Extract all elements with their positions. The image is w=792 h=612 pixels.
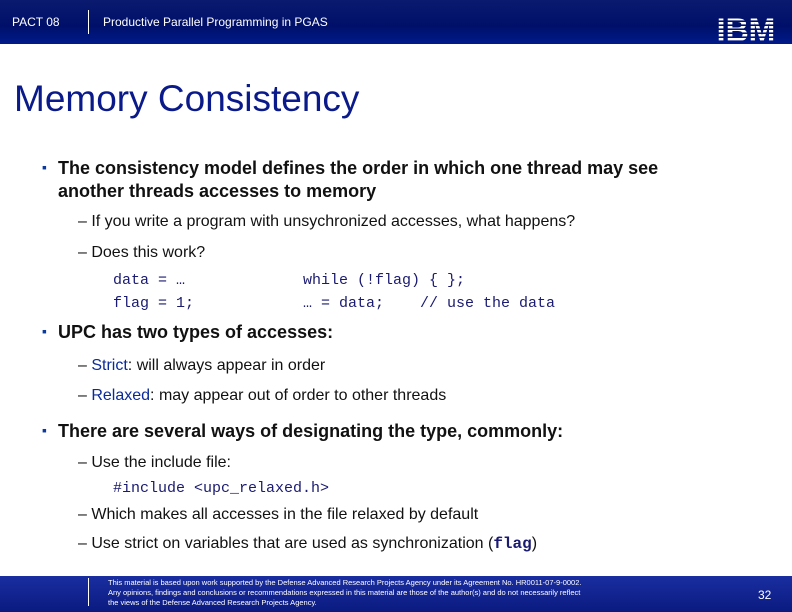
sub-rest: : will always appear in order [127, 357, 326, 374]
footer-bar [0, 576, 792, 612]
sub-item-unsync: – If you write a program with unsychronized accesses, what happens? [78, 213, 576, 230]
sub-item-relaxed [78, 387, 446, 405]
ibm-logo [712, 10, 780, 48]
bullet-consistency-model [42, 158, 659, 179]
code-right-line1: while (!flag) { }; [303, 272, 466, 289]
sub-item-does-this-work: – Does this work? [78, 244, 206, 261]
conference-label: PACT 08 [12, 15, 60, 29]
code-right-line2: … = data; [303, 295, 385, 312]
term-relaxed: Relaxed [91, 387, 151, 404]
bullet-upc-access-types [42, 322, 334, 343]
bullet-square-icon: ▪ [42, 159, 47, 175]
bullet-text: There are several ways of designating the type, commonly: [58, 421, 564, 441]
disclaimer-line1: This material is based upon work supported by the Defense Advanced Research Projects Agency under its Agreement No. HR0011-07-9-0002. [108, 578, 582, 587]
footer-divider [88, 578, 89, 606]
sub-suffix: ) [531, 535, 538, 552]
header-divider [88, 10, 89, 34]
sub-dash: – [78, 387, 92, 404]
term-strict: Strict [91, 357, 128, 374]
sub-text: – Use strict on variables that are used as synchronization ( [78, 535, 494, 552]
sub-item-strict [78, 357, 325, 375]
sub-item-use-strict [78, 535, 537, 553]
bullet-designating-type [42, 421, 564, 442]
bullet-text: UPC has two types of accesses: [58, 322, 334, 342]
code-left-line1: data = … [113, 272, 186, 289]
disclaimer-line2: Any opinions, findings and conclusions or recommendations expressed in this material are those of the author(s) and do not necessarily reflect [108, 588, 581, 597]
code-left-line2: flag = 1; [113, 295, 195, 312]
slide-title: Memory Consistency [14, 78, 360, 119]
bullet-text-line2: another threads accesses to memory [58, 181, 377, 201]
footer-disclaimer [108, 578, 628, 608]
code-flag: flag [493, 535, 532, 553]
course-title: Productive Parallel Programming in PGAS [103, 15, 328, 29]
bullet-square-icon: ▪ [42, 422, 47, 438]
header-bar [0, 0, 792, 44]
bullet-square-icon: ▪ [42, 323, 47, 339]
bullet-text-line1: The consistency model defines the order in which one thread may see [58, 158, 659, 178]
code-right-comment: // use the data [420, 295, 556, 312]
page-number: 32 [758, 588, 772, 602]
sub-item-include-file: – Use the include file: [78, 454, 231, 471]
disclaimer-line3: the views of the Defense Advanced Research Projects Agency. [108, 598, 317, 607]
code-include: #include <upc_relaxed.h> [113, 480, 330, 497]
sub-item-relaxed-default: – Which makes all accesses in the file relaxed by default [78, 506, 479, 523]
sub-dash: – [78, 357, 92, 374]
sub-rest: : may appear out of order to other threads [150, 387, 447, 404]
